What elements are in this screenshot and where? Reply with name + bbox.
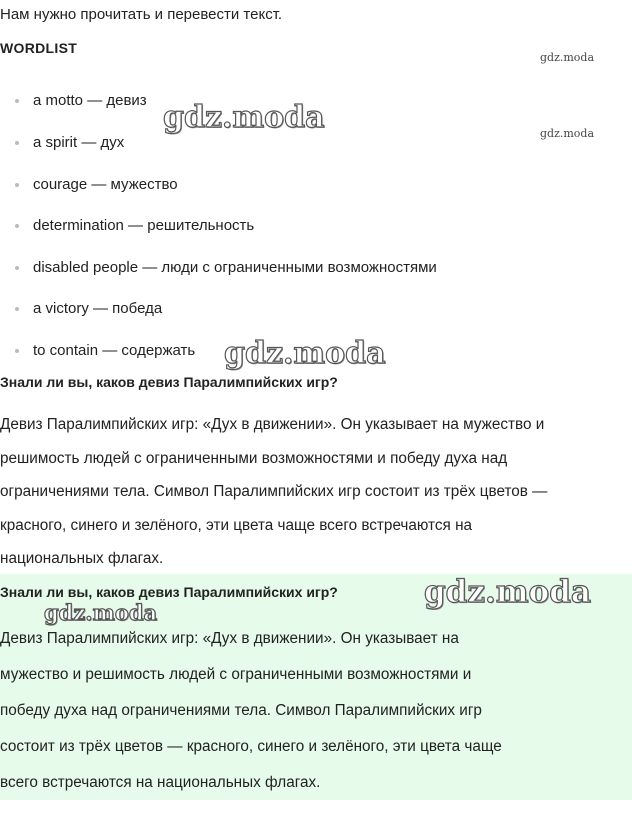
wordlist-item-text: to contain — содержать <box>33 342 196 359</box>
bullet-icon <box>15 349 19 353</box>
paragraph-line: Девиз Паралимпийских игр: «Дух в движении». Он указывает на мужество и <box>0 416 545 433</box>
bullet-icon <box>15 224 19 228</box>
paragraph-line: национальных флагах. <box>0 550 164 567</box>
watermark: gdz.moda <box>540 51 595 64</box>
wordlist-item-text: a spirit — дух <box>33 134 125 151</box>
wordlist-item-text: a motto — девиз <box>33 92 147 109</box>
paragraph-line: ограничениями тела. Символ Паралимпийских игр состоит из трёх цветов — <box>0 483 548 500</box>
wordlist-item-text: determination — решительность <box>33 217 255 234</box>
watermark: gdz.moda <box>44 600 158 625</box>
bullet-icon <box>15 99 19 103</box>
watermark: gdz.moda <box>424 574 591 610</box>
wordlist-item-text: a victory — победа <box>33 300 163 317</box>
answer-paragraph <box>0 408 547 576</box>
wordlist-item-text: courage — мужество <box>33 176 178 193</box>
watermark: gdz.moda <box>540 127 595 140</box>
answer-paragraph <box>0 621 502 801</box>
question-heading: Знали ли вы, каков девиз Паралимпийских игр? <box>0 374 338 390</box>
wordlist-item-text: disabled people — люди с ограниченными возможностями <box>33 259 437 276</box>
paragraph-line: победу духа над ограничениями тела. Символ Паралимпийских игр <box>0 702 482 719</box>
paragraph-line: всего встречаются на национальных флагах. <box>0 774 321 791</box>
paragraph-line: решимость людей с ограниченными возможностями и победу духа над <box>0 449 508 467</box>
bullet-icon <box>15 141 19 145</box>
paragraph-line: мужество и решимость людей с ограниченными возможностями и <box>0 666 472 683</box>
bullet-icon <box>15 307 19 311</box>
paragraph-line: состоит из трёх цветов — красного, синего и зелёного, эти цвета чаще <box>0 738 502 755</box>
paragraph-line: Девиз Паралимпийских игр: «Дух в движении». Он указывает на <box>0 630 459 647</box>
watermark: gdz.moda <box>163 100 325 135</box>
wordlist-title: WORDLIST <box>0 40 78 56</box>
paragraph-line: красного, синего и зелёного, эти цвета чаще всего встречаются на <box>0 516 473 534</box>
watermark: gdz.moda <box>224 336 386 371</box>
intro-text: Нам нужно прочитать и перевести текст. <box>0 6 283 23</box>
question-heading: Знали ли вы, каков девиз Паралимпийских игр? <box>0 584 338 600</box>
bullet-icon <box>15 266 19 270</box>
bullet-icon <box>15 183 19 187</box>
